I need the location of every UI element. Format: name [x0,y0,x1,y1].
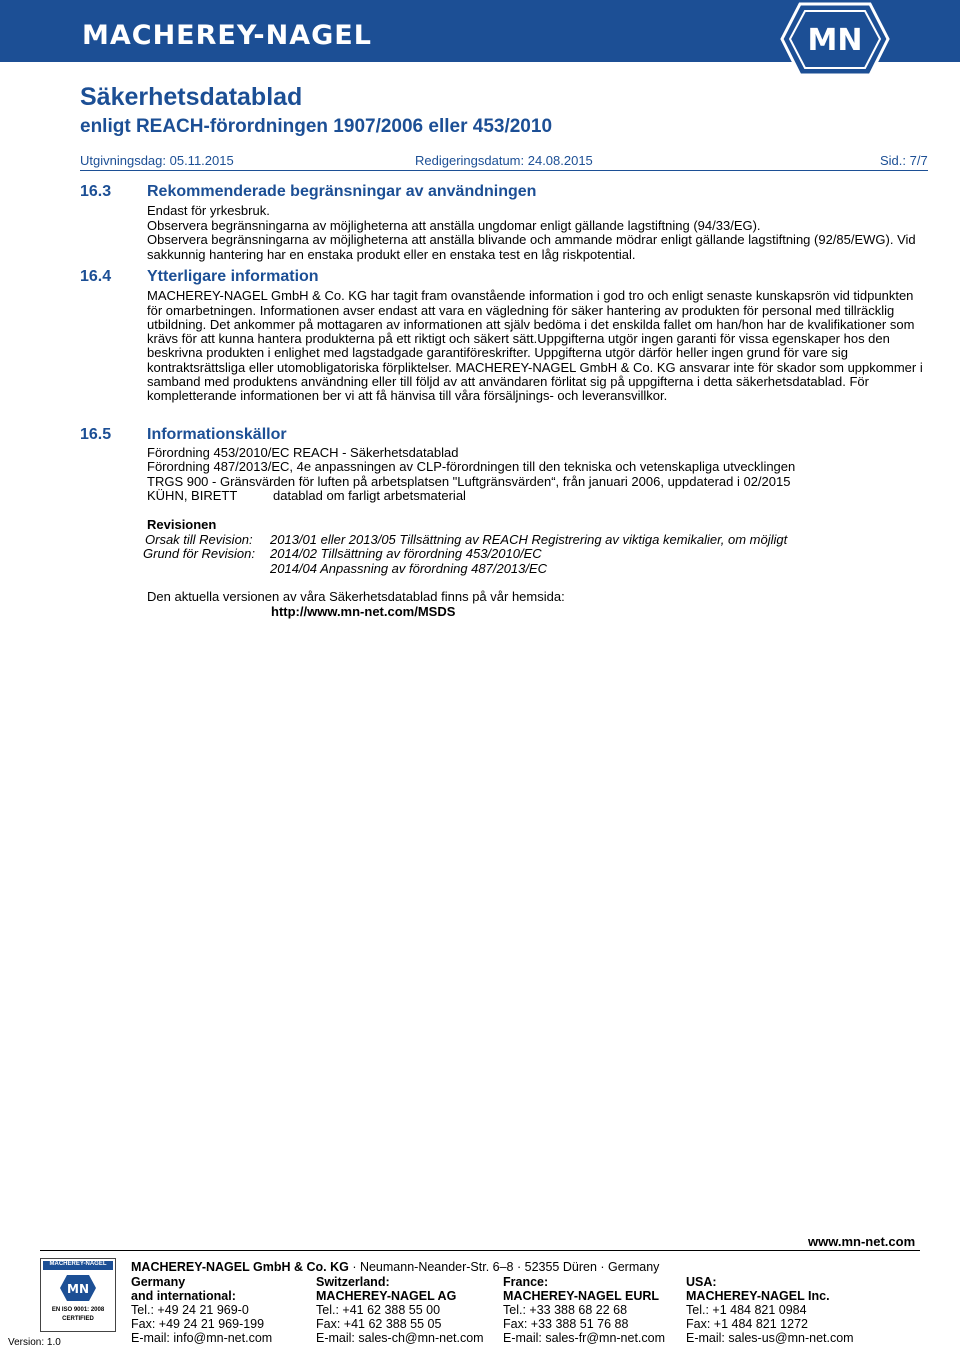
page-number: Sid.: 7/7 [880,153,928,168]
website-note: Den aktuella versionen av våra Säkerhetsdatablad finns på vår hemsida: [147,589,565,604]
cert-logo-icon [59,1274,97,1302]
mn-logo-icon [780,2,890,77]
source-kuhn-label: KÜHN, BIRETT [147,488,238,503]
section-line: för omarbetningen. Informationen avser endast att vara en vägledning för säker hantering av produkten för personal med tillräcklig [147,303,895,318]
document-subtitle: enligt REACH-förordningen 1907/2006 eller 453/2010 [80,116,553,137]
revision-reason-label: Orsak till Revision: [145,532,253,547]
section-number: 16.3 [80,183,112,200]
section-line: kompletterande informationen ber vi att få hänvisa till våra försäljnings- och leveransvillkor. [147,388,668,403]
section-line: sakkunnig hantering har en enstaka produkt eller en enstaka test en låg riskpotential. [147,247,636,262]
footer-tel: Tel.: +1 484 821 0984 [686,1303,807,1317]
section-title: Rekommenderade begränsningar av användningen [147,183,537,200]
cert-text: CERTIFIED [62,1316,94,1322]
revision-basis-value: 2014/02 Tillsättning av förordning 453/2010/EC [270,546,542,561]
brand-name: MACHEREY-NAGEL [82,20,372,51]
section-line: beskrivna produkten i enlighet med lagstadgade garantiföreskrifter. Uppgifterna utgör därför heller ingen grund för vare sig [147,345,848,360]
section-line: Endast för yrkesbruk. [147,203,270,218]
version-label: Version: 1.0 [8,1337,61,1348]
section-line: Observera begränsningarna av möjligheterna att anställa blivande och ammande mödrar enligt gällande lagstiftning (92/85/EWG). Vid [147,232,916,247]
section-number: 16.4 [80,268,112,285]
footer-tel: Tel.: +49 24 21 969-0 [131,1303,249,1317]
revision-basis-value: 2014/04 Anpassning av förordning 487/2013/EC [270,561,548,576]
source-line: Förordning 487/2013/EC, 4e anpassningen av CLP-förordningen till den tekniska och vetenskapliga utvecklingen [147,459,796,474]
footer-col-heading: Germany [131,1275,186,1289]
section-number: 16.5 [80,426,112,443]
website-link[interactable]: http://www.mn-net.com/MSDS [271,604,456,619]
footer-fax: Fax: +49 24 21 969-199 [131,1317,265,1331]
iso-certificate-badge [40,1258,116,1332]
footer-col-heading: MACHEREY-NAGEL AG [316,1289,457,1303]
header-divider [80,170,928,171]
source-line: TRGS 900 - Gränsvärden för luften på arbetsplatsen "Luftgränsvärden“, från januari 2006, uppdaterad i 02/2015 [147,474,791,489]
section-line: utbildning. Det ankommer på mottagaren av informationen att själv bedöma i det enskilda fallet om han/hon har de kvalifikationer som [147,317,915,332]
revision-basis-label: Grund för Revision: [143,546,255,561]
footer-email[interactable]: E-mail: sales-fr@mn-net.com [503,1331,666,1345]
section-line: Observera begränsningarna av möjligheterna att anställa ungdomar enligt gällande lagstiftning (94/33/EG). [147,218,761,233]
footer-tel: Tel.: +33 388 68 22 68 [503,1303,628,1317]
footer-fax: Fax: +1 484 821 1272 [686,1317,808,1331]
footer-col-heading: USA: [686,1275,717,1289]
footer-fax: Fax: +41 62 388 55 05 [316,1317,442,1331]
section-line: samband med produktens användning eller till följd av att användaren förlitat sig på uppgifterna i detta säkerhetsdatablad. För [147,374,869,389]
footer-col-heading: MACHEREY-NAGEL Inc. [686,1289,830,1303]
source-line: Förordning 453/2010/EC REACH - Säkerhetsdatablad [147,445,459,460]
revision-date: Redigeringsdatum: 24.08.2015 [415,153,593,168]
footer-email[interactable]: E-mail: sales-ch@mn-net.com [316,1331,484,1345]
footer-website[interactable]: www.mn-net.com [808,1234,916,1249]
section-line: kontraktsrättsliga eller utomobligatoriska förpliktelser. MACHEREY-NAGEL GmbH & Co. KG ansvarar inte för skador som uppkommer i [147,360,923,375]
footer-col-heading: France: [503,1275,549,1289]
section-line: MACHEREY-NAGEL GmbH & Co. KG har tagit fram ovanstående information i god tro och enligt senaste kunskapsrön vid tidpunkten [147,288,914,303]
section-line: krävs för att kunna hantera produkterna på ett riktigt och säkert sätt.Uppgifterna utgör ingen garanti för vissa egenskaper hos den [147,331,890,346]
footer-tel: Tel.: +41 62 388 55 00 [316,1303,441,1317]
revision-heading: Revisionen [147,517,217,532]
issue-date: Utgivningsdag: 05.11.2015 [80,153,234,168]
footer-divider [40,1250,920,1251]
source-kuhn-value: datablad om farligt arbetsmaterial [273,488,466,503]
cert-text: EN ISO 9001: 2008 [51,1307,105,1313]
footer-col-heading: Switzerland: [316,1275,390,1289]
cert-text: MACHEREY-NAGEL [49,1261,107,1267]
footer-company-line: MACHEREY-NAGEL GmbH & Co. KG · Neumann-Neander-Str. 6–8 · 52355 Düren · Germany [131,1260,660,1274]
document-title: Säkerhetsdatablad [80,83,303,111]
revision-reason-value: 2013/01 eller 2013/05 Tillsättning av REACH Registrering av viktiga kemikalier, om möjligt [270,532,788,547]
svg-text:MN: MN [67,1282,89,1296]
footer-col-heading: and international: [131,1289,236,1303]
footer-col-heading: MACHEREY-NAGEL EURL [503,1289,660,1303]
footer-fax: Fax: +33 388 51 76 88 [503,1317,629,1331]
section-title: Informationskällor [147,426,287,443]
footer-email[interactable]: E-mail: info@mn-net.com [131,1331,273,1345]
section-title: Ytterligare information [147,268,319,285]
logo-text: MN [807,23,863,58]
footer-email[interactable]: E-mail: sales-us@mn-net.com [686,1331,854,1345]
